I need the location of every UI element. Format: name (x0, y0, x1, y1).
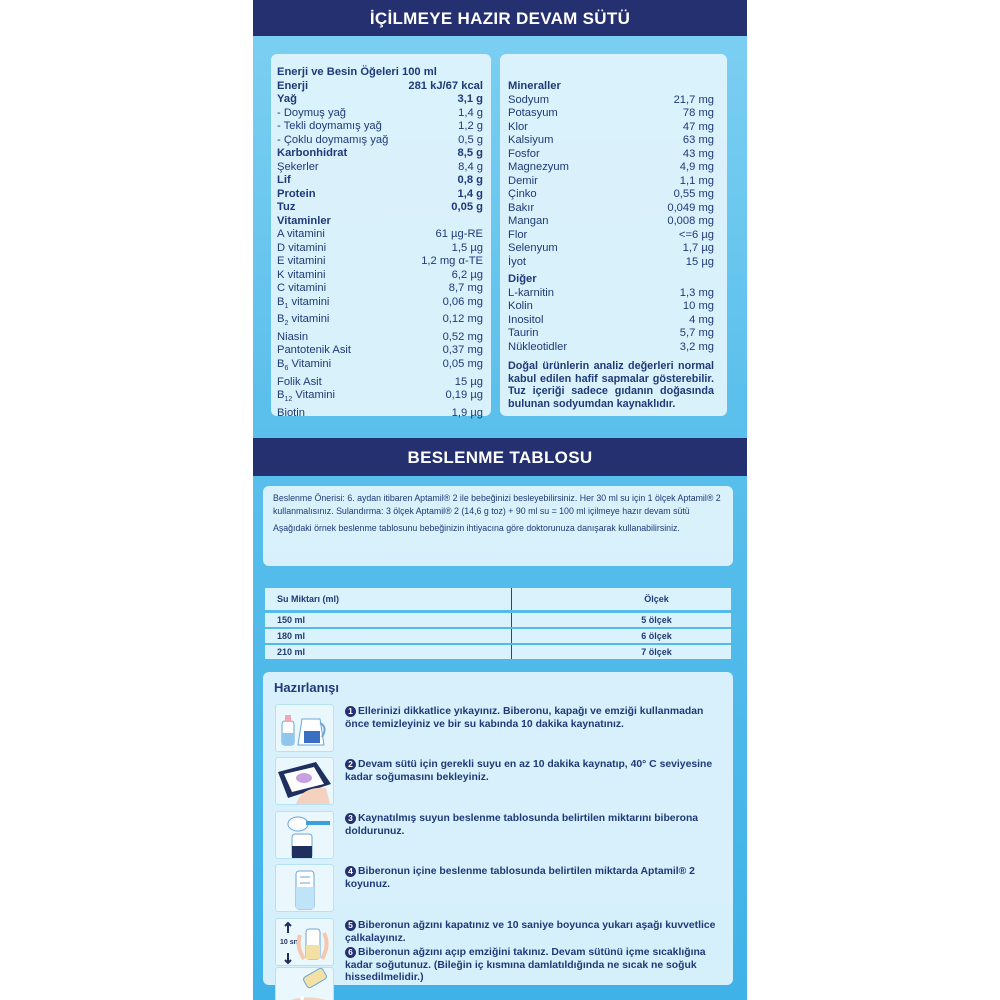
vitamin-row (277, 389, 483, 407)
vitamin-row (277, 228, 483, 242)
mineral-row (508, 202, 714, 216)
feeding-table (265, 588, 731, 662)
nutrient-label: Inositol (508, 313, 544, 326)
prep-step-1 (263, 704, 733, 750)
nutrient-value: 8,5 g (457, 147, 483, 159)
nutrient-value: 10 mg (682, 300, 714, 312)
nutrient-label: Folik Asit (277, 375, 322, 388)
other-row (508, 287, 714, 301)
nutrient-value: 43 mg (682, 147, 714, 160)
nutrient-label: Kalsiyum (508, 134, 554, 146)
other-row (508, 341, 714, 355)
nutrient-value: 0,05 g (451, 201, 483, 213)
mineral-row (508, 215, 714, 229)
hand-washing-kettle-icon (275, 704, 334, 752)
nutrient-label: Tuz (277, 201, 296, 213)
step-text: Ellerinizi dikkatlice yıkayınız. Biberonu, kapağı ve emziği kullanmadan önce temizleyiniz ve bir su kabında 10 dakika kaynatınız. (345, 706, 704, 730)
page-title: İÇİLMEYE HAZIR DEVAM SÜTÜ (253, 0, 747, 36)
mineral-row (508, 94, 714, 108)
nutrient-value: 0,05 mg (442, 357, 483, 370)
step-number: 3 (345, 813, 356, 824)
nutrient-value: <=6 µg (678, 228, 714, 241)
nutrient-label: Yağ (277, 93, 297, 105)
macro-rows (277, 80, 483, 215)
macro-row (277, 161, 483, 175)
mineral-row (508, 188, 714, 202)
mineral-list (508, 80, 714, 410)
scoop-count: 6 ölçek (641, 631, 672, 642)
nutrient-value: 8,7 mg (448, 282, 483, 294)
nutrient-value: 0,12 mg (442, 313, 483, 326)
nutrient-value: 0,19 µg (445, 389, 483, 402)
mineral-row (508, 107, 714, 121)
nutrient-label: Lif (277, 174, 291, 186)
nutrient-value: 15 µg (454, 375, 483, 388)
table-header (265, 588, 731, 610)
vitamin-row (277, 358, 483, 376)
step-text: Kaynatılmış suyun beslenme tablosunda belirtilen miktarını biberona doldurunuz. (345, 813, 699, 837)
nutrient-value: 0,008 mg (667, 215, 714, 227)
other-header: Diğer (508, 273, 537, 285)
nutrient-label: - Doymuş yağ (277, 106, 347, 119)
nutrient-label: Biotin (277, 406, 305, 419)
nutrient-label: Selenyum (508, 242, 558, 254)
other-row (508, 327, 714, 341)
vitamin-row (277, 376, 483, 390)
table-row (265, 629, 731, 643)
nutrient-value: 4 mg (689, 313, 714, 326)
analysis-note: Doğal ürünlerin analiz değerleri normal kabul edilen hafif sapmalar gösterebilir. Tuz içeriği sadece gıdanın doğasında bulunan sodyumdan kaynaklıdır. (508, 360, 714, 410)
step-number: 4 (345, 866, 356, 877)
nutrition-box-right (500, 54, 727, 416)
nutrient-label: $B_6$ Vitamini (277, 357, 332, 373)
nutrient-label: Magnezyum (508, 161, 569, 173)
mineral-row (508, 229, 714, 243)
mineral-row (508, 121, 714, 135)
nutrient-value: 0,55 mg (673, 188, 714, 200)
step-text: Devam sütü için gerekli suyu en az 10 dakika kaynatıp, 40° C seviyesine kadar soğumasını bekleyiniz. (345, 759, 713, 783)
nutrient-label: $B_{12}$ Vitamini (277, 389, 335, 404)
nutrient-label: Kolin (508, 300, 533, 312)
nutrient-value: 0,8 g (457, 174, 483, 186)
feeding-advice: Aşağıdaki örnek beslenme tablosunu bebeğinizin ihtiyacına göre doktorunuza danışarak kullanabilirsiniz. (273, 523, 680, 533)
prep-step-4 (263, 864, 733, 910)
mineral-rows (508, 94, 714, 270)
water-amount: 180 ml (265, 629, 512, 643)
water-amount: 150 ml (265, 613, 512, 627)
nutrient-value: 3,1 g (457, 93, 483, 105)
nutrition-box-left (271, 54, 491, 419)
nutrient-value: 47 mg (682, 120, 714, 133)
step-number: 6 (345, 947, 356, 958)
wrist-test-icon (275, 967, 334, 1000)
vitamin-rows (277, 228, 483, 420)
nutrient-label: Fosfor (508, 147, 540, 160)
vitamin-row (277, 331, 483, 345)
nutrient-value: 1,2 mg α-TE (421, 255, 483, 267)
scoop-count: 7 ölçek (641, 647, 672, 658)
nutrient-label: Çinko (508, 188, 537, 200)
nutrient-value: 1,7 µg (682, 242, 714, 254)
nutrient-value: 15 µg (685, 255, 714, 268)
macro-row (277, 107, 483, 121)
vitamin-row (277, 407, 483, 421)
table-row (265, 645, 731, 659)
vitamin-row (277, 313, 483, 331)
nutrient-value: 0,52 mg (442, 330, 483, 343)
nutrient-value: 0,37 mg (442, 344, 483, 357)
scoop-count: 5 ölçek (641, 615, 672, 625)
nutrient-label: İyot (508, 255, 527, 268)
col-water: Su Miktarı (ml) (265, 588, 512, 610)
vitamins-header: Vitaminler (277, 214, 331, 227)
nutrient-value: 4,9 mg (679, 161, 714, 173)
mineral-row (508, 256, 714, 270)
nutrient-label: - Çoklu doymamış yağ (277, 133, 389, 146)
preparation-title: Hazırlanışı (274, 680, 340, 695)
nutrient-label: Bakır (508, 201, 535, 214)
nutrient-label: Enerji (277, 79, 309, 92)
feeding-recommendation: Beslenme Önerisi: 6. aydan itibaren Aptamil® 2 ile bebeğinizi besleyebilirsiniz. Her 30 ml su için 1 ölçek Aptamil® 2 kullanmalısınız. Sulandırma: 3 ölçek Aptamil® 2 (14,6 g toz) + 90 ml su = 100 ml içilmeye hazır devam sütü (273, 493, 721, 516)
mineral-row (508, 148, 714, 162)
nutrient-label: Potasyum (508, 107, 558, 119)
vitamin-row (277, 282, 483, 296)
nutrient-value: 0,06 mg (442, 295, 483, 308)
step-number: 2 (345, 759, 356, 770)
table-row (265, 613, 731, 627)
prep-step-2 (263, 757, 733, 803)
nutrient-label: $B_2$ vitamini (277, 313, 330, 328)
vitamin-row (277, 344, 483, 358)
table-body (265, 613, 731, 659)
mineral-row (508, 161, 714, 175)
nutrient-label: Demir (508, 174, 538, 187)
nutrient-label: A vitamini (277, 228, 325, 240)
product-panel (253, 0, 747, 1000)
other-rows (508, 287, 714, 355)
macro-row (277, 134, 483, 148)
nutrition-header: Enerji ve Besin Öğeleri 100 ml (277, 66, 437, 78)
nutrient-label: Klor (508, 120, 528, 133)
macro-row (277, 147, 483, 161)
col-scoop: Ölçek (644, 594, 669, 604)
macro-row (277, 80, 483, 94)
prep-step-3 (263, 811, 733, 857)
vitamin-row (277, 255, 483, 269)
nutrient-label: Sodyum (508, 93, 550, 106)
nutrition-list (277, 66, 483, 420)
nutrient-value: 5,7 mg (679, 327, 714, 339)
macro-row (277, 93, 483, 107)
prep-step-6 (263, 947, 733, 993)
nutrient-value: 1,3 mg (679, 286, 714, 299)
nutrient-label: Nükleotidler (508, 340, 568, 353)
nutrient-label: - Tekli doymamış yağ (277, 120, 382, 132)
water-amount: 210 ml (265, 645, 512, 659)
mineral-row (508, 242, 714, 256)
bottle-powder-icon (275, 864, 334, 912)
vitamin-row (277, 269, 483, 283)
nutrient-value: 6,2 µg (451, 268, 483, 281)
timer-label: 10 sn (280, 939, 298, 946)
nutrient-value: 63 mg (682, 134, 714, 146)
preparation-box (263, 672, 733, 985)
nutrient-label: Niasin (277, 330, 309, 343)
nutrient-value: 0,049 mg (667, 201, 714, 214)
nutrient-label: L-karnitin (508, 286, 555, 299)
nutrient-label: Protein (277, 187, 316, 200)
nutrient-value: 1,5 µg (451, 241, 483, 254)
macro-row (277, 174, 483, 188)
nutrient-label: K vitamini (277, 268, 326, 281)
nutrient-label: $B_1$ vitamini (277, 295, 330, 310)
scoop-bottle-icon (275, 811, 334, 859)
nutrient-label: E vitamini (277, 255, 326, 267)
macro-row (277, 201, 483, 215)
other-row (508, 314, 714, 328)
nutrient-label: Karbonhidrat (277, 147, 348, 159)
nutrient-value: 1,9 µg (451, 406, 483, 419)
nutrient-label: Taurin (508, 327, 539, 339)
feeding-intro (263, 486, 733, 566)
nutrient-value: 1,4 g (458, 106, 483, 119)
step-text: Biberonun ağzını kapatınız ve 10 saniye boyunca yukarı aşağı kuvvetlice çalkalayınız. (345, 920, 716, 944)
nutrient-value: 8,4 g (458, 160, 483, 173)
nutrient-value: 1,4 g (457, 187, 483, 200)
nutrient-label: C vitamini (277, 282, 327, 294)
nutrient-value: 61 µg-RE (435, 228, 483, 240)
nutrient-value: 78 mg (682, 107, 714, 119)
macro-row (277, 188, 483, 202)
mineral-row (508, 175, 714, 189)
nutrient-label: Pantotenik Asit (277, 344, 352, 357)
minerals-header: Mineraller (508, 80, 561, 92)
macro-row (277, 120, 483, 134)
nutrient-label: D vitamini (277, 241, 327, 254)
nutrient-value: 0,5 g (458, 133, 483, 146)
hand-scoop-icon (275, 757, 334, 805)
vitamin-row (277, 296, 483, 314)
other-row (508, 300, 714, 314)
nutrient-label: Flor (508, 228, 528, 241)
step-text: Biberonun ağzını açıp emziğini takınız. Devam sütünü içme sıcaklığına kadar soğutunuz. (Bileğin iç kısmına damlatıldığında ne sıcak ne soğuk hissedilmelidir.) (345, 947, 706, 983)
step-number: 1 (345, 706, 356, 717)
nutrient-label: Mangan (508, 215, 549, 227)
nutrient-value: 3,2 mg (679, 340, 714, 353)
vitamin-row (277, 242, 483, 256)
step-text: Biberonun içine beslenme tablosunda belirtilen miktarda Aptamil® 2 koyunuz. (345, 866, 695, 890)
nutrient-label: Şekerler (277, 160, 319, 173)
feeding-title: BESLENME TABLOSU (253, 438, 747, 476)
step-number: 5 (345, 920, 356, 931)
nutrient-value: 1,1 mg (679, 174, 714, 187)
nutrient-value: 1,2 g (458, 120, 483, 132)
nutrient-value: 281 kJ/67 kcal (408, 79, 483, 92)
mineral-row (508, 134, 714, 148)
nutrient-value: 21,7 mg (673, 93, 714, 106)
